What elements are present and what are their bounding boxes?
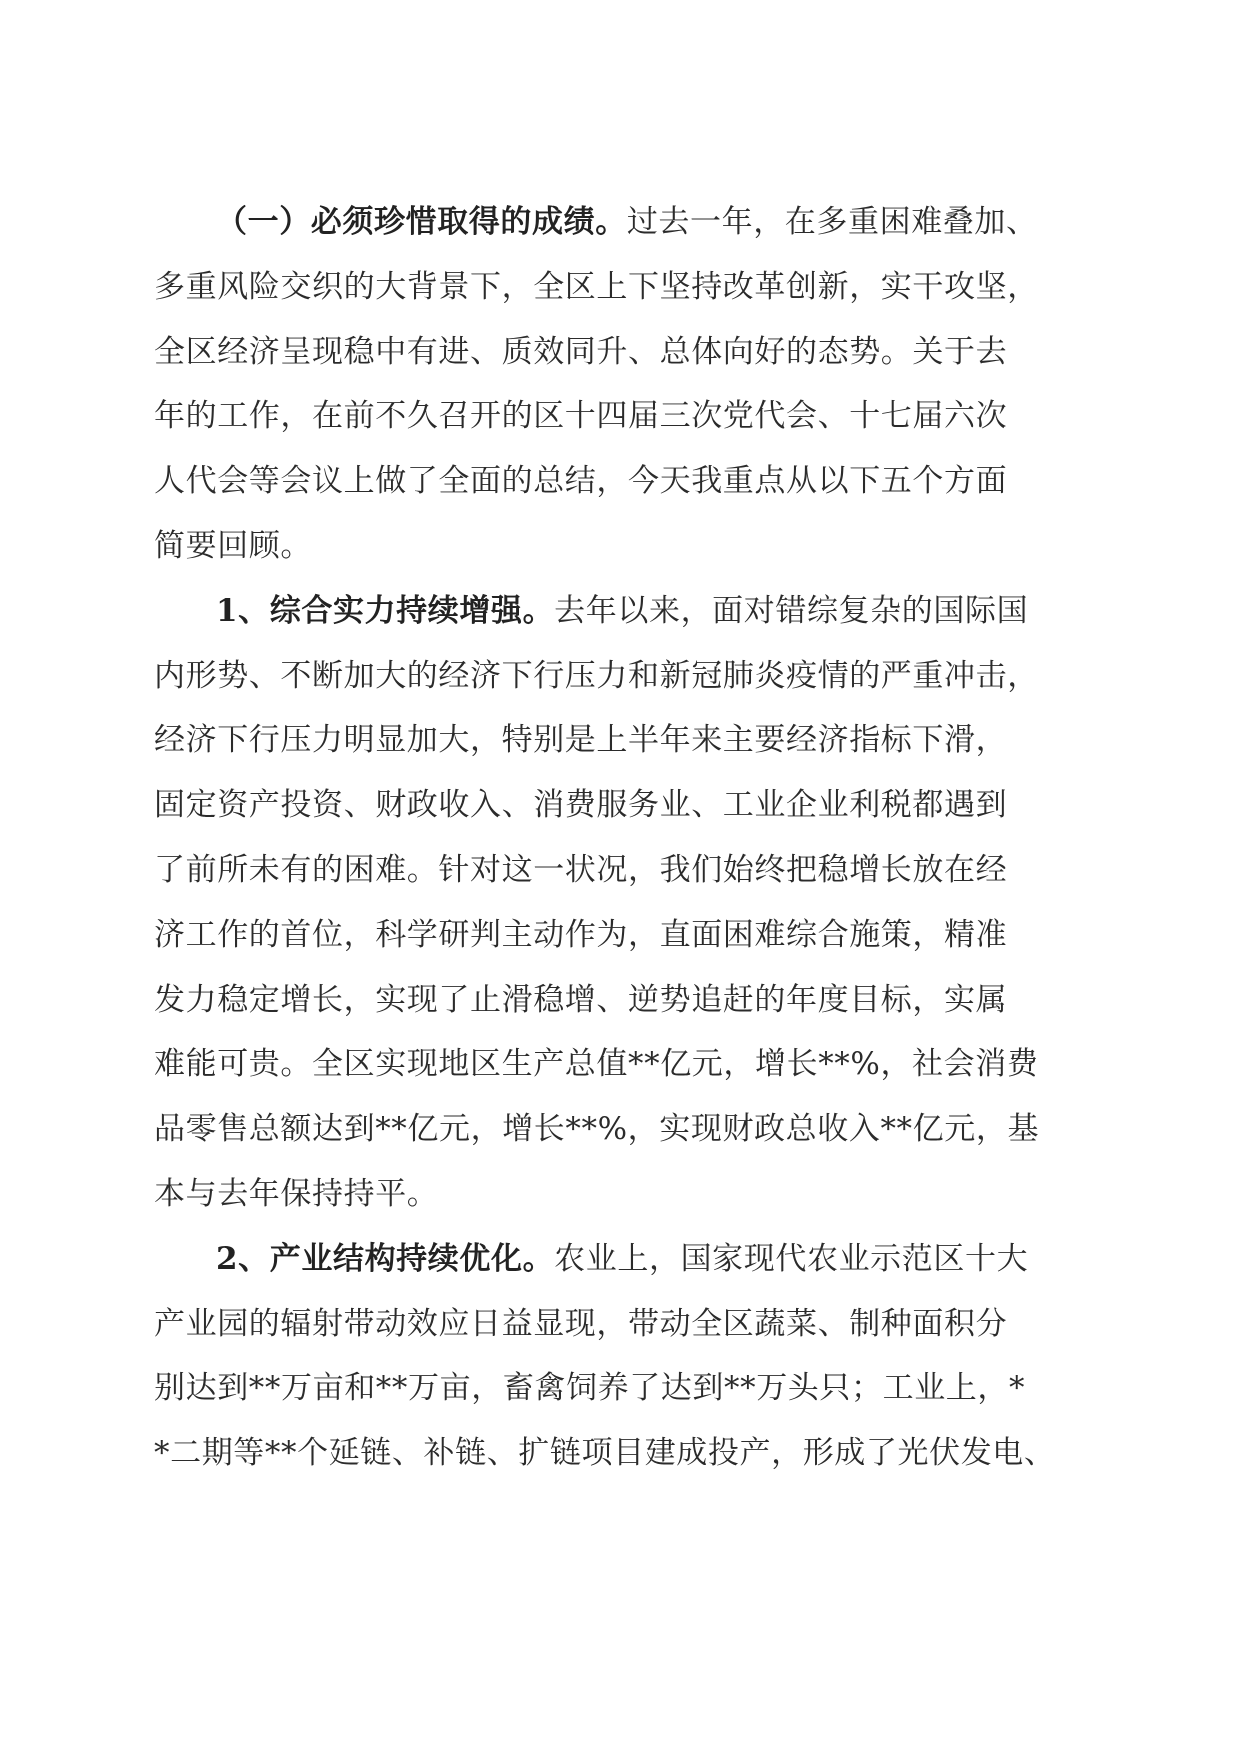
body-line: 别达到**万亩和**万亩，畜禽饲养了达到**万头只；工业上，* xyxy=(154,1370,1026,1407)
body-line: 固定资产投资、财政收入、消费服务业、工业企业利税都遇到 xyxy=(154,787,1008,824)
document-body xyxy=(154,190,1094,1486)
body-line: 多重风险交织的大背景下，全区上下坚持改革创新，实干攻坚， xyxy=(154,268,1039,305)
body-line: 年的工作，在前不久召开的区十四届三次党代会、十七届六次 xyxy=(154,398,1008,435)
paragraph-structure xyxy=(154,1227,1094,1486)
paragraph-achievements xyxy=(154,190,1094,579)
body-line: 内形势、不断加大的经济下行压力和新冠肺炎疫情的严重冲击， xyxy=(154,657,1039,694)
body-line: 产业园的辐射带动效应日益显现，带动全区蔬菜、制种面积分 xyxy=(154,1305,1008,1342)
body-text: 农业上，国家现代农业示范区十大 xyxy=(554,1240,1029,1277)
body-line: 济工作的首位，科学研判主动作为，直面困难综合施策，精准 xyxy=(154,916,1008,953)
paragraph-strength xyxy=(154,579,1094,1227)
section-heading: （一）必须珍惜取得的成绩。 xyxy=(216,204,627,240)
body-text: 去年以来，面对错综复杂的国际国 xyxy=(554,592,1029,629)
paragraph-first-line xyxy=(154,579,1094,644)
body-line: 全区经济呈现稳中有进、质效同升、总体向好的态势。关于去 xyxy=(154,333,1008,370)
body-line: *二期等**个延链、补链、扩链项目建成投产，形成了光伏发电、 xyxy=(154,1435,1056,1472)
body-text: 过去一年，在多重困难叠加、 xyxy=(626,204,1038,240)
body-line: 难能可贵。全区实现地区生产总值**亿元，增长**%，社会消费 xyxy=(154,1046,1039,1083)
paragraph-first-line xyxy=(154,190,1094,255)
body-line: 品零售总额达到**亿元，增长**%，实现财政总收入**亿元，基 xyxy=(154,1111,1040,1148)
body-line: 简要回顾。 xyxy=(154,527,312,564)
section-heading: 2、产业结构持续优化。 xyxy=(216,1240,555,1277)
body-line: 发力稳定增长，实现了止滑稳增、逆势追赶的年度目标，实属 xyxy=(154,981,1008,1018)
body-line: 本与去年保持持平。 xyxy=(154,1175,439,1212)
body-line: 经济下行压力明显加大，特别是上半年来主要经济指标下滑， xyxy=(154,722,1008,759)
body-line: 人代会等会议上做了全面的总结，今天我重点从以下五个方面 xyxy=(154,463,1008,500)
section-heading: 1、综合实力持续增强。 xyxy=(216,592,555,629)
body-line: 了前所未有的困难。针对这一状况，我们始终把稳增长放在经 xyxy=(154,851,1008,888)
paragraph-first-line xyxy=(154,1227,1094,1292)
